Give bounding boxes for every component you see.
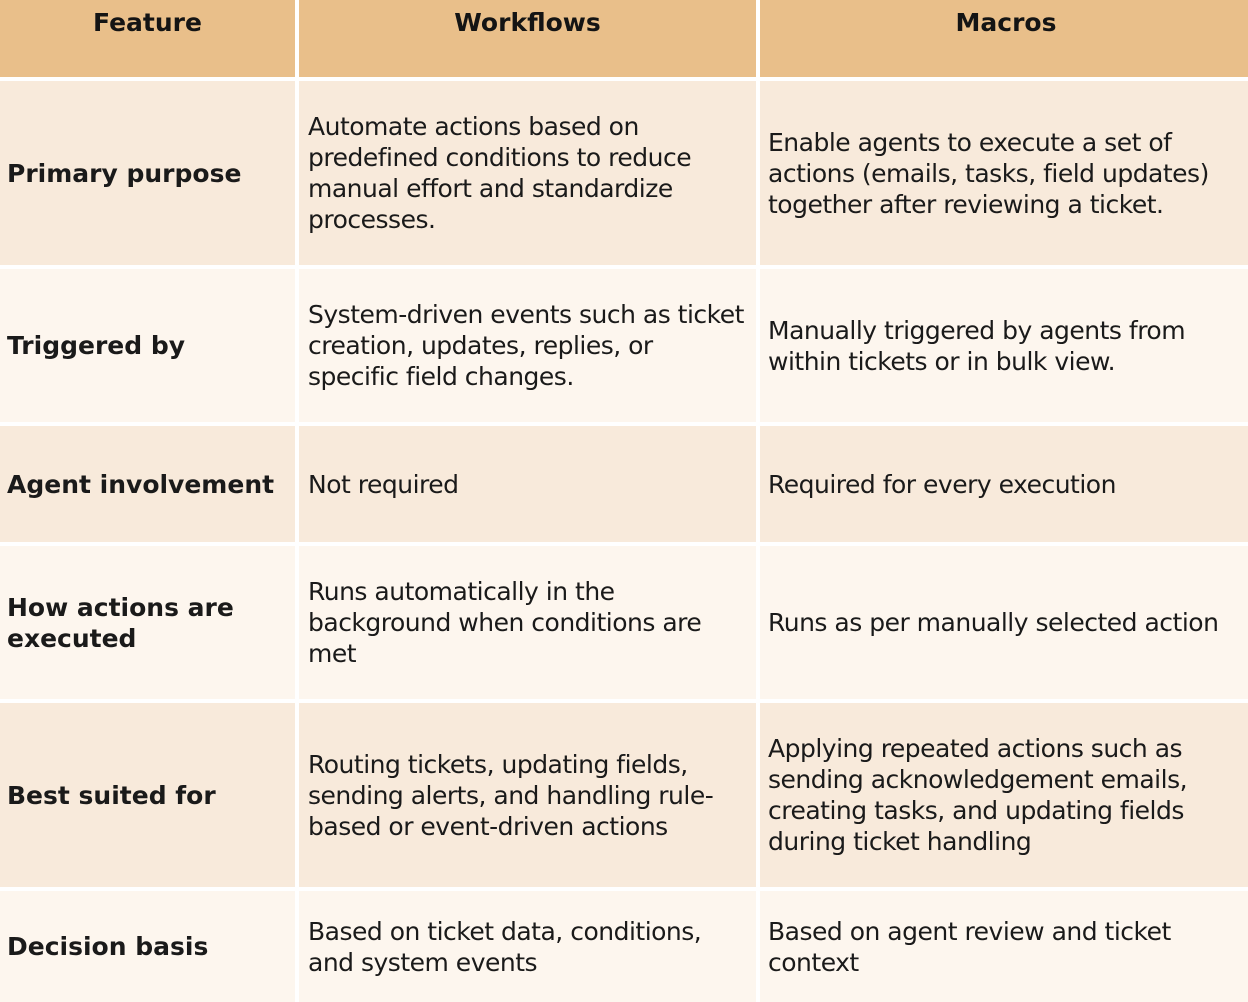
row-macros-cell: Manually triggered by agents from within tickets or in bulk view. (760, 269, 1248, 422)
row-workflows-cell: Automate actions based on predefined conditions to reduce manual effort and standardize processes. (299, 81, 756, 265)
row-feature-label: Agent involvement (0, 426, 295, 542)
row-macros-cell: Required for every execution (760, 426, 1248, 542)
row-workflows-cell: Routing tickets, updating fields, sending alerts, and handling rule-based or event-driven actions (299, 703, 756, 887)
header-feature: Feature (0, 0, 295, 77)
header-macros: Macros (760, 0, 1248, 77)
row-feature-label: Best suited for (0, 703, 295, 887)
row-feature-label: Triggered by (0, 269, 295, 422)
row-workflows-cell: Based on ticket data, conditions, and system events (299, 891, 756, 1002)
row-macros-cell: Applying repeated actions such as sending acknowledgement emails, creating tasks, and updating fields during ticket handling (760, 703, 1248, 887)
row-feature-label: Decision basis (0, 891, 295, 1002)
row-feature-label: How actions are executed (0, 546, 295, 699)
row-workflows-cell: Not required (299, 426, 756, 542)
row-macros-cell: Runs as per manually selected action (760, 546, 1248, 699)
row-workflows-cell: Runs automatically in the background when conditions are met (299, 546, 756, 699)
row-workflows-cell: System-driven events such as ticket creation, updates, replies, or specific field changes. (299, 269, 756, 422)
row-macros-cell: Enable agents to execute a set of actions (emails, tasks, field updates) together after reviewing a ticket. (760, 81, 1248, 265)
header-workflows: Workflows (299, 0, 756, 77)
row-macros-cell: Based on agent review and ticket context (760, 891, 1248, 1002)
row-feature-label: Primary purpose (0, 81, 295, 265)
